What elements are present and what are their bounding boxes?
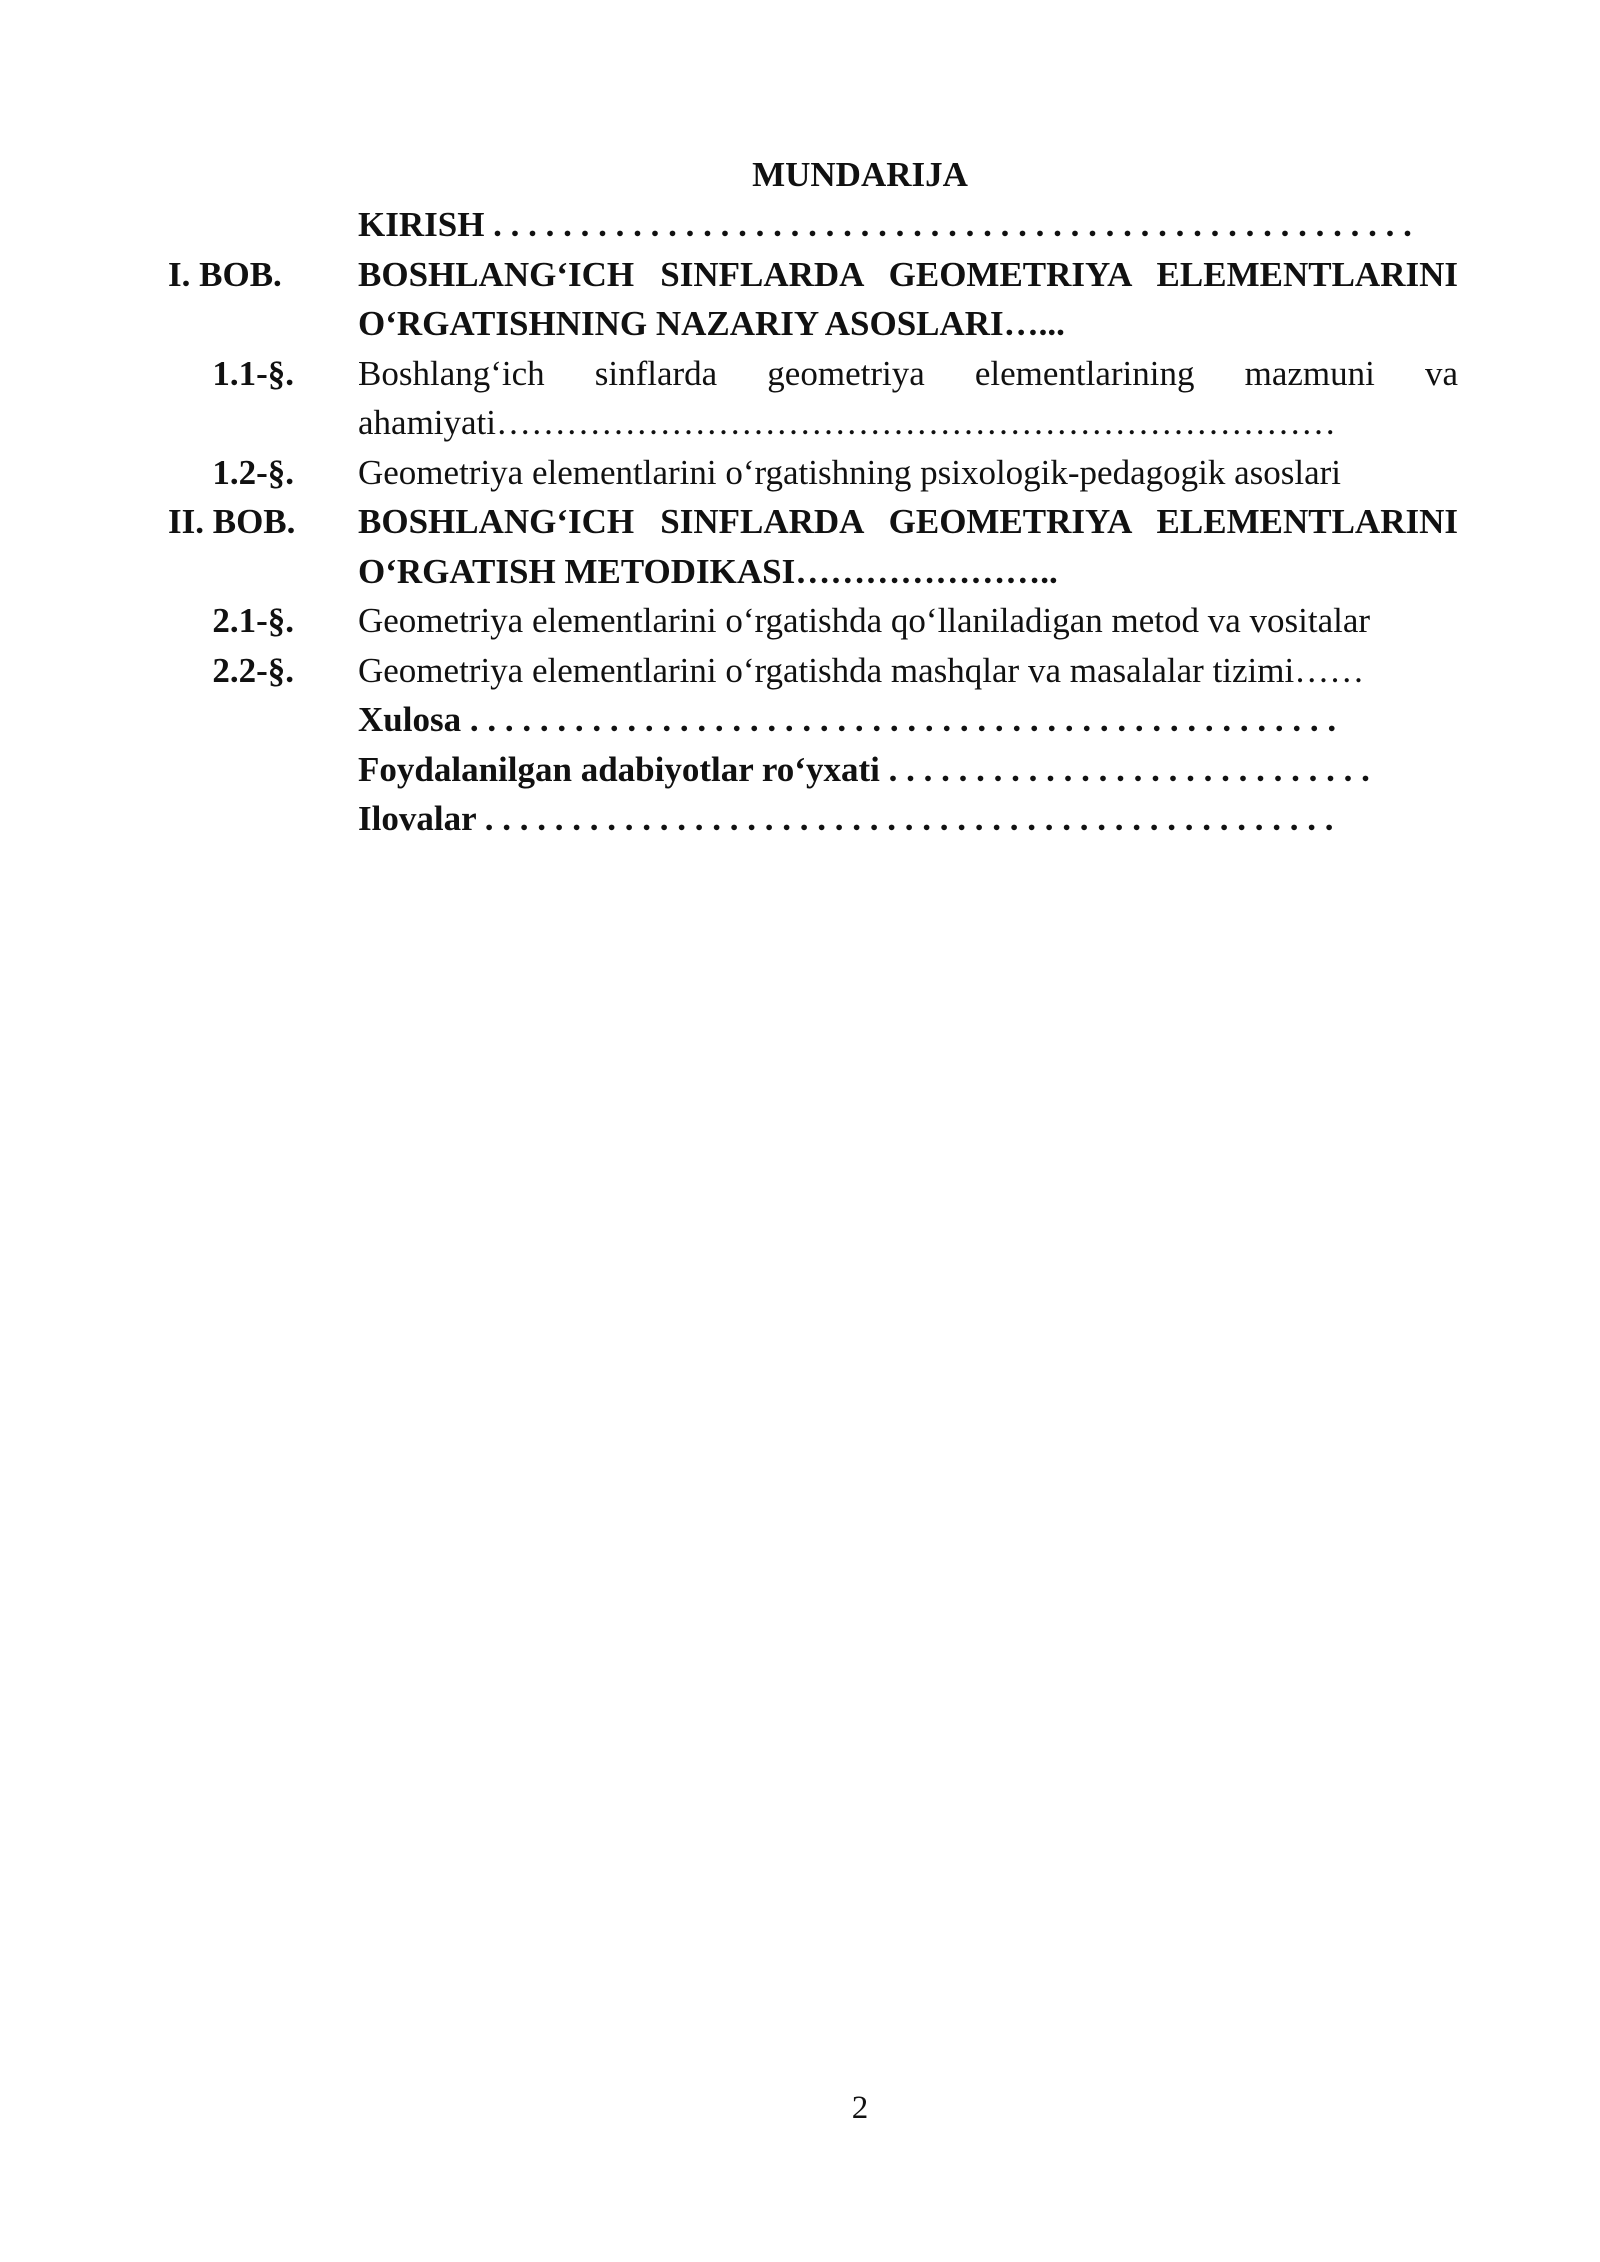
page-title: MUNDARIJA <box>752 155 968 194</box>
toc-entry-section-1-2[interactable] <box>168 448 1458 498</box>
toc-entry-title: Boshlang‘ich sinflarda geometriya elementlarining mazmuni va ahamiyati……………………………………………………………… <box>358 353 1458 442</box>
toc-entry-kirish[interactable] <box>168 200 1458 250</box>
toc-entry-section-2-1[interactable] <box>168 596 1458 646</box>
toc-entry-number: II. BOB. <box>168 502 296 541</box>
toc-entry-title: Xulosa . . . . . . . . . . . . . . . . . . . . . . . . . . . . . . . . . . . . . . . . . . . . . . . . . . <box>358 700 1337 739</box>
toc-entry-number: I. BOB. <box>168 254 282 294</box>
toc-entry-section-2-2[interactable] <box>168 646 1458 696</box>
table-of-contents <box>168 200 1458 844</box>
toc-entry-number: 1.1-§. <box>212 353 294 393</box>
toc-entry-bibliography[interactable] <box>168 745 1458 795</box>
toc-entry-number: 2.2-§. <box>212 650 294 690</box>
toc-entry-title: Geometriya elementlarini o‘rgatishning psixologik-pedagogik asoslari <box>358 452 1342 492</box>
toc-entry-title: KIRISH . . . . . . . . . . . . . . . . . . . . . . . . . . . . . . . . . . . . . . . . . . . . . . . . . . . . . <box>358 205 1412 244</box>
toc-entry-title: BOSHLANG‘ICH SINFLARDA GEOMETRIYA ELEMENTLARINI O‘RGATISHNING NAZARIY ASOSLARI…... <box>358 254 1458 343</box>
toc-entry-title: Foydalanilgan adabiyotlar ro‘yxati . . . . . . . . . . . . . . . . . . . . . . . . . . . . <box>358 749 1370 789</box>
toc-entry-chapter-2[interactable] <box>168 497 1458 596</box>
toc-entry-title: BOSHLANG‘ICH SINFLARDA GEOMETRIYA ELEMENTLARINI O‘RGATISH METODIKASI………………….. <box>358 502 1458 591</box>
toc-entry-chapter-1[interactable] <box>168 250 1458 349</box>
toc-entry-title: Geometriya elementlarini o‘rgatishda qo‘llaniladigan metod va vositalar <box>358 601 1371 640</box>
toc-entry-section-1-1[interactable] <box>168 349 1458 448</box>
toc-entry-number: 2.1-§. <box>212 601 294 640</box>
toc-entry-appendices[interactable] <box>168 794 1458 844</box>
toc-entry-title: Geometriya elementlarini o‘rgatishda mashqlar va masalalar tizimi…… <box>358 650 1365 690</box>
toc-entry-title: Ilovalar . . . . . . . . . . . . . . . . . . . . . . . . . . . . . . . . . . . . . . . . . . . . . . . . . <box>358 799 1334 838</box>
toc-entry-number: 1.2-§. <box>212 452 294 492</box>
page-number: 2 <box>851 2090 869 2126</box>
toc-entry-xulosa[interactable] <box>168 695 1458 745</box>
